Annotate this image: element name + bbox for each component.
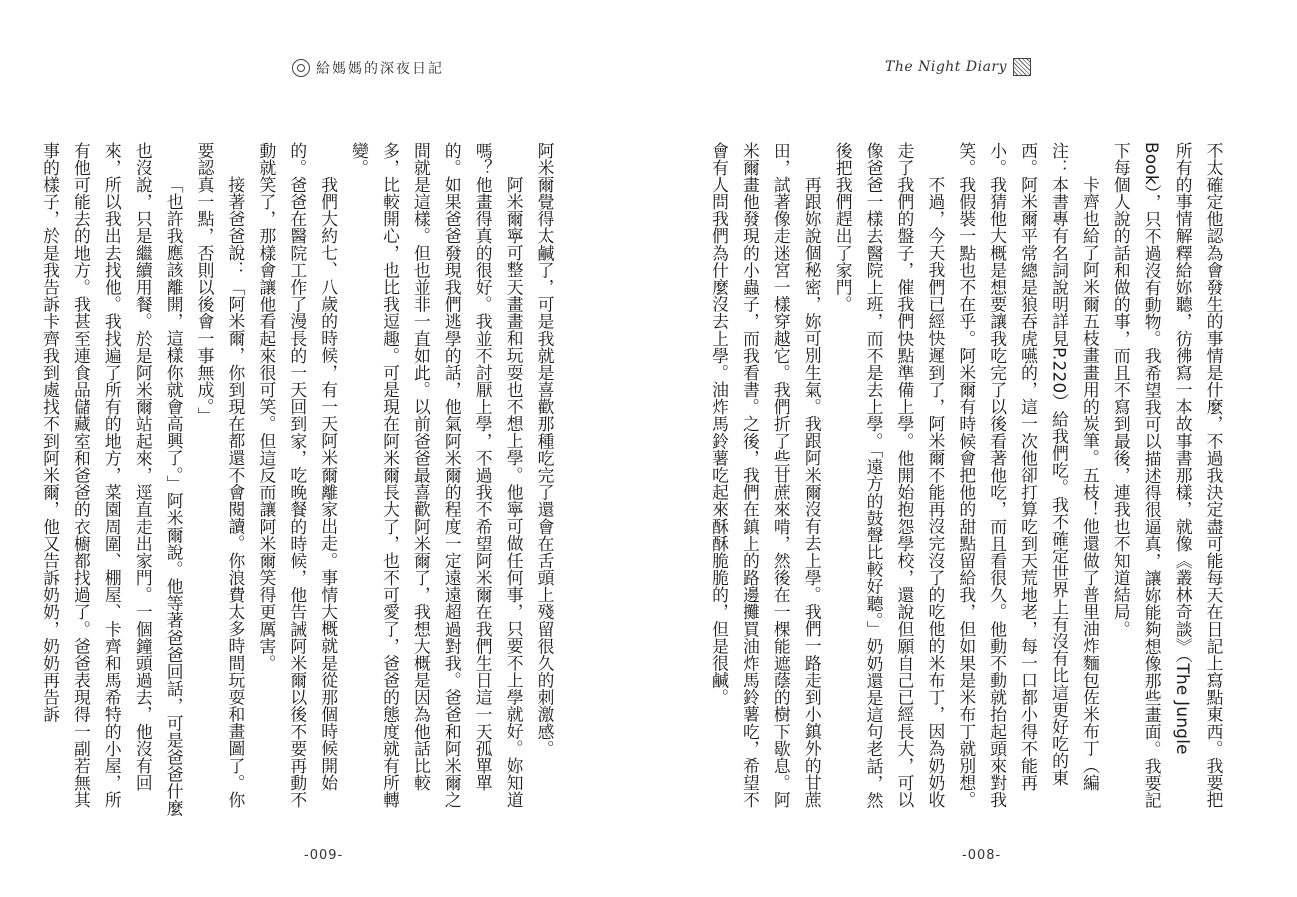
paragraph: 阿米爾覺得太鹹了，可是我就是喜歡那種吃完了還會在舌頭上殘留很久的刺激感。 [535,142,555,758]
paragraph: 「也許我應該離開，這樣你就會高興了。」阿米爾說。他等著爸爸回話，可是爸爸什麼也沒說，只是繼續用餐。於是阿米爾站起來，逕直走出家門。一個鐘頭過去，他沒有回來，所以我出去找他。我找遍了所有的地方，菜園周圍、棚屋、卡齊和馬希特的小屋，所有他可能去的地方。我甚至連食品儲藏室和爸爸的衣櫥都找過了。爸爸表現得一副若無其事的樣子，於是我告訴卡齊我到處找不到阿米爾，他又告訴奶奶，奶奶再告訴 [40,142,185,817]
paragraph: 接著爸爸說：「阿米爾，你到現在都還不會閱讀。你浪費太多時間玩耍和畫圖了。你要認真一點，否則以後會一事無成。」 [195,142,246,808]
left-page [0,0,648,897]
right-page [649,0,1297,897]
page-number-left: -009- [304,848,344,863]
paragraph: 卡齊也給了阿米爾五枝畫畫用的炭筆。五枝！他還做了普里油炸麵包佐米布丁（編注：本書專有名詞說明詳見P.220）給我們吃。我不確定世界上有沒有比這更好吃的東西。阿米爾平常總是狼吞虎嚥的，這一次他卻打算吃到天荒地老，每一口都小得不能再小。我猜他大概是想要讓我吃完了以後看著他吃，而且看很久。他動不動就抬起頭來對我笑。我假裝一點也不在乎。阿米爾有時候會把他的甜點留給我，但如果是米布丁就別想。 [956,142,1101,809]
paragraph: 我們大約七、八歲的時候，有一天阿米爾離家出走。事情大概就是從那個時候開始的。爸爸在醫院工作了漫長的一天回到家，吃晚餐的時候，他告誡阿米爾以後不要再動不動就笑了，那樣會讓他看起來很可笑。但這反而讓阿米爾笑得更厲害。 [256,142,339,809]
body-text-left [40,142,560,820]
paragraph: 再跟妳說個秘密，妳可別生氣。我跟阿米爾沒有去上學。我們一路走到小鎮外的甘蔗田，試著像走迷宮一樣穿越它。我們折了些甘蔗來啃，然後在一棵能遮蔭的樹下歇息。阿米爾畫他發現的小蟲子，而我看書。之後，我們在鎮上的路邊攤買油炸馬鈴薯吃，希望不會有人問我們為什麼沒去上學。油炸馬鈴薯吃起來酥酥脆脆的，但是很鹹。 [709,142,823,809]
paragraph: 不過，今天我們已經快遲到了，阿米爾不能再沒完沒了的吃他的米布丁，因為奶奶收走了我們的盤子，催我們快點準備上學。他開始抱怨學校，還說但願自己已經長大，可以像爸爸一樣去醫院上班，而不是去上學。「遠方的鼓聲比較好聽。」奶奶還是這句老話，然後把我們趕出了家門。 [833,142,946,809]
book-title-english: The Night Diary [885,59,1008,75]
book-title-chinese: 給媽媽的深夜日記 [316,61,444,77]
running-head-right [885,58,1031,76]
circle-emblem-icon [292,59,310,77]
page-number-right: -008- [962,848,1002,863]
paragraph: 阿米爾寧可整天畫畫和玩耍也不想上學。他寧可做任何事，只要不上學就好。妳知道嗎？他畫得真的很好。我並不討厭上學，不過我不希望阿米爾在我們生日這一天孤單單的。如果爸爸發現我們逃學的話，他氣阿米爾的程度一定遠遠超過對我。爸爸和阿米爾之間就是這樣。但也並非一直如此。以前爸爸最喜歡阿米爾了，我想大概是因為他話比較多，比較開心，也比我逗趣。可是現在阿米爾長大了，也不可愛了，爸爸的態度就有所轉變。 [349,142,525,809]
body-text-right [709,142,1229,820]
running-head-left [292,58,444,78]
paragraph: 不太確定他認為會發生的事情是什麼，不過我決定盡可能每天在日記上寫點東西。我要把所有的事情解釋給妳聽，彷彿寫一本故事書那樣，就像《叢林奇談》（The Jungle Book），只不過沒有動物。我希望我可以描述得很逼真，讓妳能夠想像那些畫面。我要記下每個人說的話和做的事，而且不寫到最後，連我也不知道結局。 [1111,142,1224,809]
square-emblem-icon [1013,58,1031,76]
